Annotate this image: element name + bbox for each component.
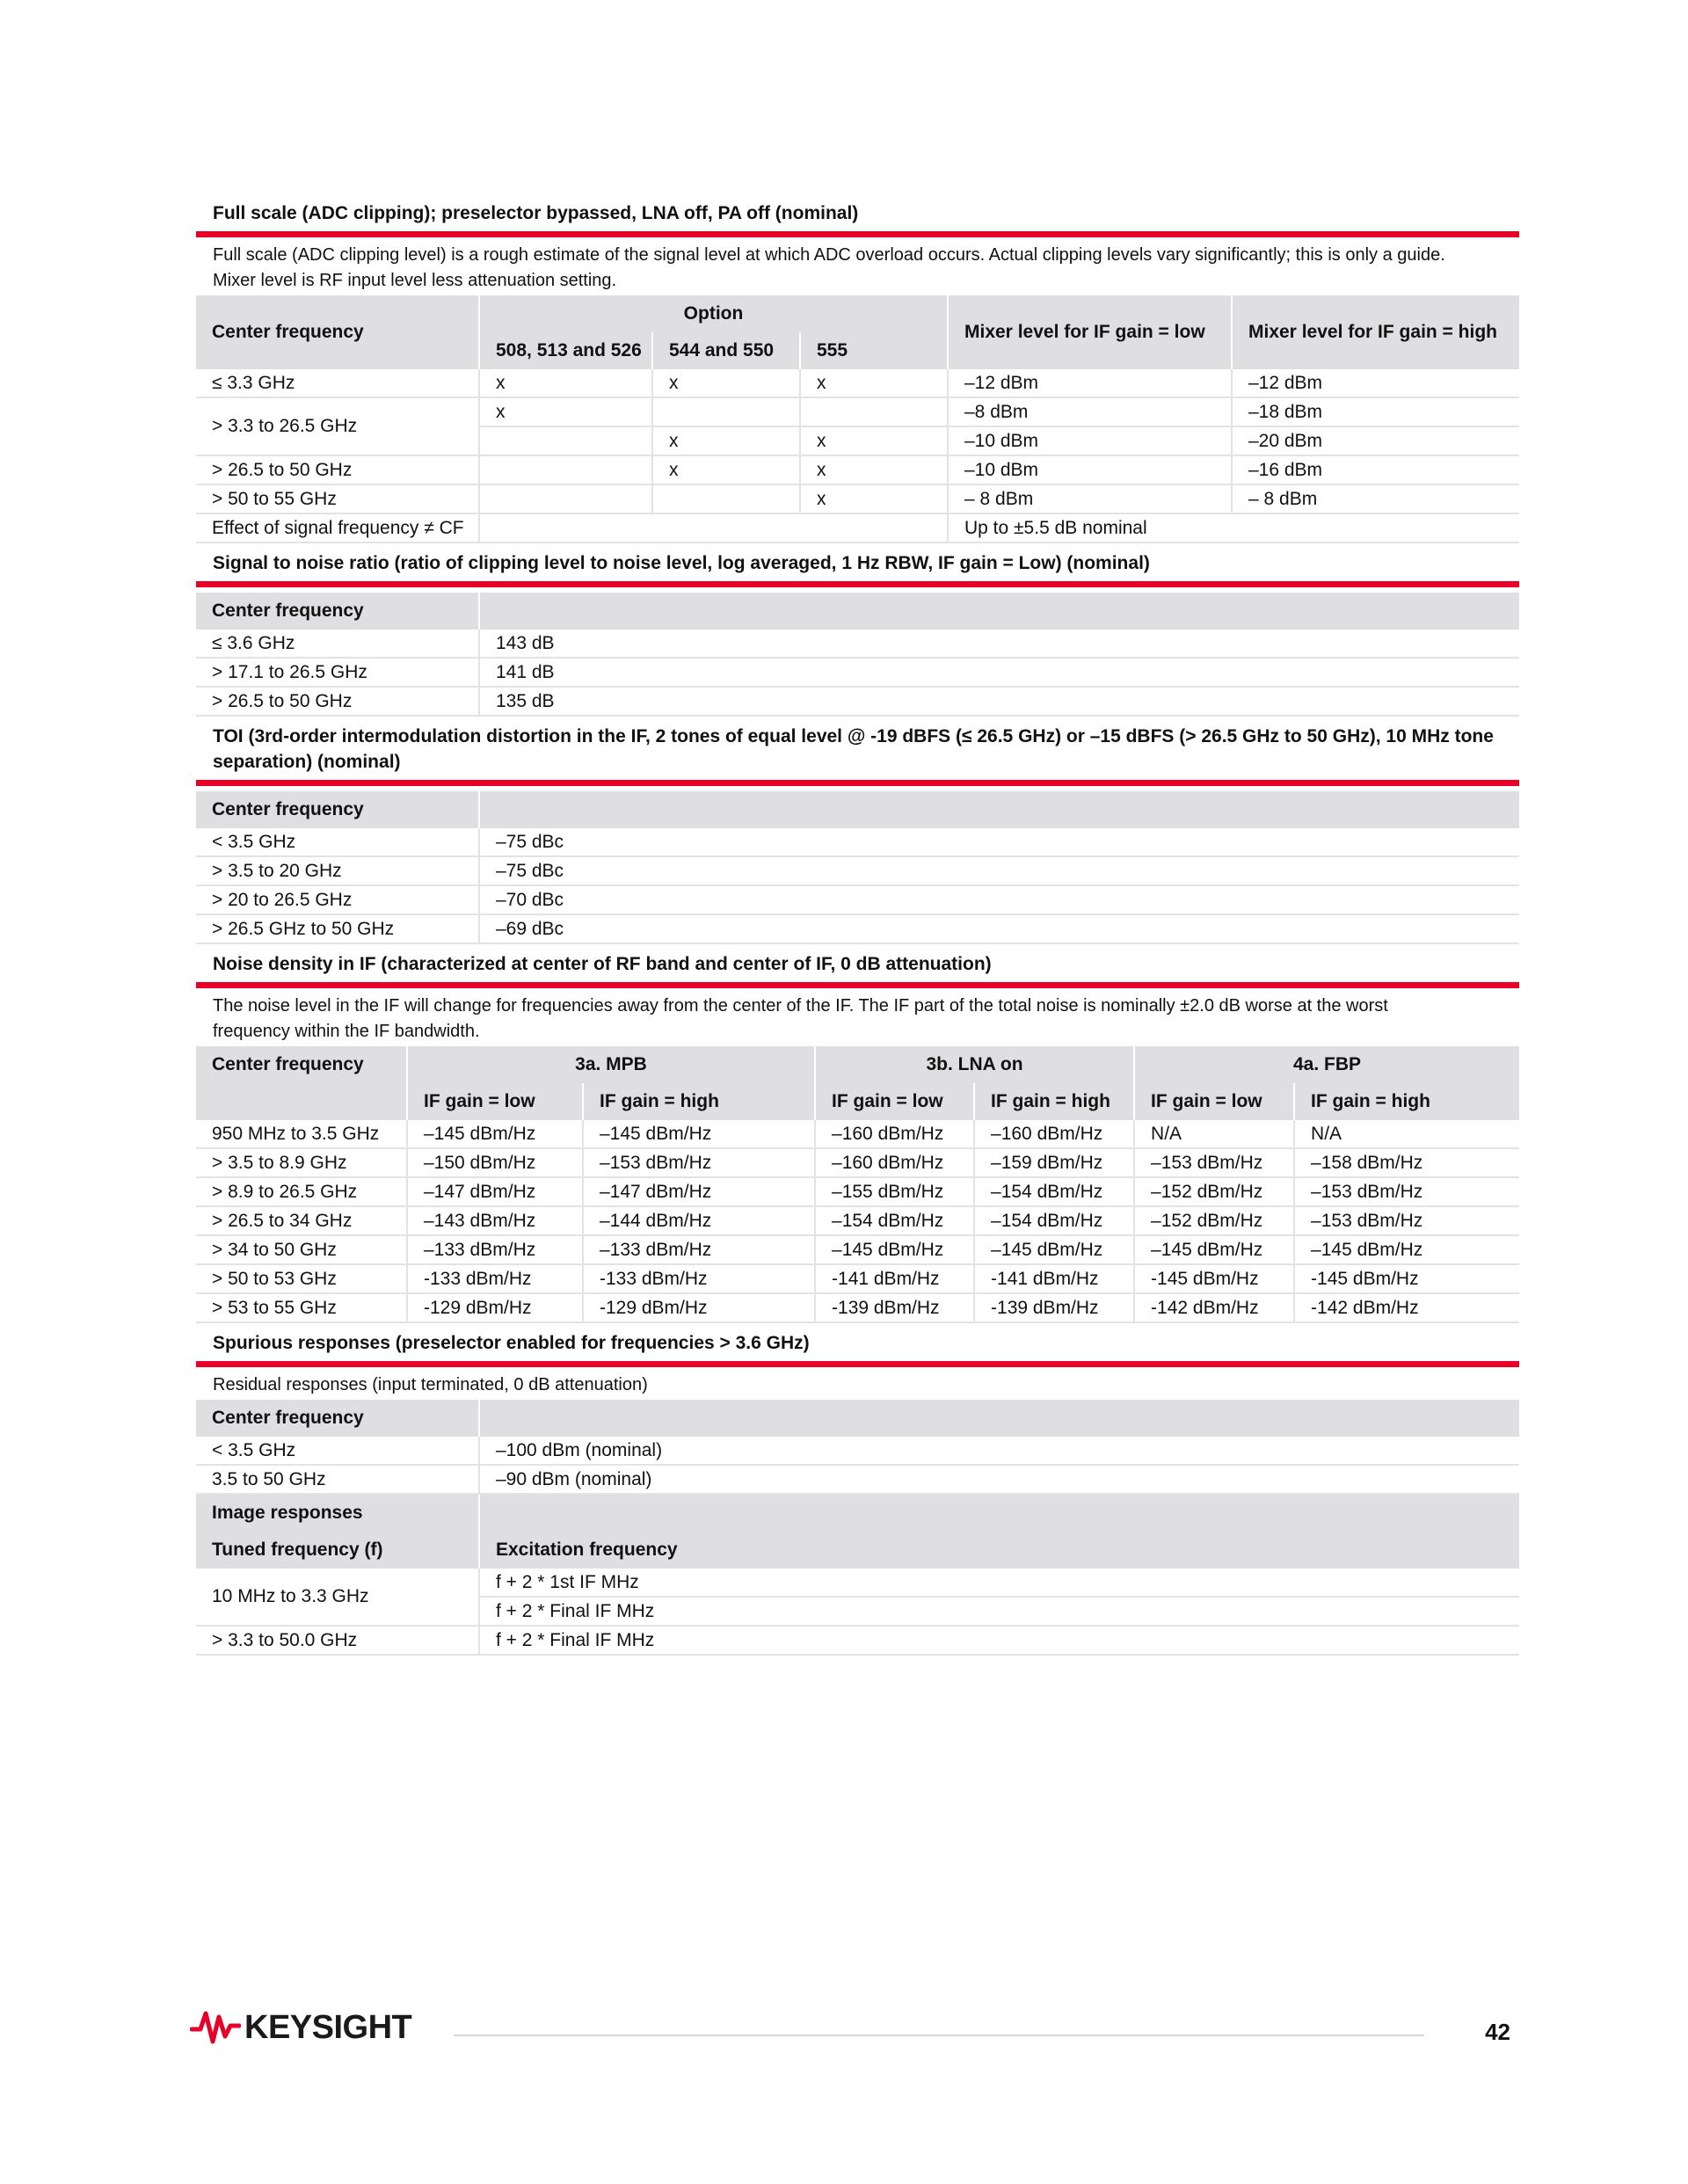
table-cell: -133 dBm/Hz <box>583 1264 815 1293</box>
table-cell: -145 dBm/Hz <box>1294 1264 1519 1293</box>
table-cell: -141 dBm/Hz <box>974 1264 1134 1293</box>
table-cell: –69 dBc <box>479 914 1519 943</box>
table-cell: –144 dBm/Hz <box>583 1206 815 1235</box>
table-cell: x <box>800 426 948 455</box>
column-header-blank <box>479 1400 1519 1437</box>
column-header: Mixer level for IF gain = low <box>948 295 1232 369</box>
section-divider <box>196 780 1519 786</box>
column-header: IF gain = high <box>974 1083 1134 1120</box>
page-footer <box>190 2005 1517 2050</box>
table-cell <box>479 426 652 455</box>
table-cell: –159 dBm/Hz <box>974 1148 1134 1177</box>
table-row <box>196 914 1519 943</box>
table-cell: > 20 to 26.5 GHz <box>196 885 479 914</box>
table-cell: > 3.3 to 26.5 GHz <box>196 397 479 455</box>
column-header: 544 and 550 <box>652 332 800 369</box>
table-cell: x <box>652 369 800 397</box>
section-title-noise-density: Noise density in IF (characterized at center of RF band and center of IF, 0 dB attenuation) <box>213 954 992 974</box>
table-row <box>196 828 1519 856</box>
table-cell <box>652 484 800 513</box>
table-cell: > 26.5 to 50 GHz <box>196 687 479 716</box>
table-cell: –90 dBm (nominal) <box>479 1465 1519 1494</box>
table-cell: –10 dBm <box>948 455 1232 484</box>
table-row <box>196 1177 1519 1206</box>
table-cell: –152 dBm/Hz <box>1134 1177 1294 1206</box>
table-cell: –16 dBm <box>1232 455 1519 484</box>
keysight-wave-icon <box>190 2008 241 2047</box>
table-cell: x <box>800 369 948 397</box>
table-cell <box>479 513 948 542</box>
column-header: Mixer level for IF gain = high <box>1232 295 1519 369</box>
table-cell <box>479 455 652 484</box>
table-cell <box>479 484 652 513</box>
table-cell: –154 dBm/Hz <box>974 1177 1134 1206</box>
column-header: IF gain = high <box>1294 1083 1519 1120</box>
table-cell: > 26.5 GHz to 50 GHz <box>196 914 479 943</box>
table-cell: x <box>800 455 948 484</box>
column-header: IF gain = low <box>815 1083 974 1120</box>
section-title-full-scale: Full scale (ADC clipping); preselector bypassed, LNA off, PA off (nominal) <box>213 203 859 223</box>
subsection-title: Image responses <box>196 1494 479 1532</box>
section-note: Full scale (ADC clipping level) is a rough estimate of the signal level at which ADC overload occurs. Actual clipping levels vary significantly; this is only a guide. Mixer level is RF input level less attenuation setting. <box>213 245 1445 290</box>
table-cell: N/A <box>1294 1120 1519 1148</box>
table-cell: x <box>800 484 948 513</box>
section-divider <box>196 1361 1519 1367</box>
column-header: IF gain = high <box>583 1083 815 1120</box>
table-cell: -145 dBm/Hz <box>1134 1264 1294 1293</box>
full-scale-table <box>196 295 1519 543</box>
table-cell: x <box>652 426 800 455</box>
table-row <box>196 1264 1519 1293</box>
table-row <box>196 856 1519 885</box>
table-cell: x <box>479 397 652 426</box>
brand-name: KEYSIGHT <box>244 2008 412 2046</box>
column-header: IF gain = low <box>1134 1083 1294 1120</box>
table-cell: -142 dBm/Hz <box>1294 1293 1519 1322</box>
table-cell: –20 dBm <box>1232 426 1519 455</box>
column-header: Center frequency <box>196 593 479 630</box>
table-cell <box>800 397 948 426</box>
table-row <box>196 1437 1519 1465</box>
table-row <box>196 1235 1519 1264</box>
table-cell: -142 dBm/Hz <box>1134 1293 1294 1322</box>
column-header: Center frequency <box>196 295 479 369</box>
table-cell: x <box>479 369 652 397</box>
table-row <box>196 1148 1519 1177</box>
column-header: 508, 513 and 526 <box>479 332 652 369</box>
table-row <box>196 1120 1519 1148</box>
section-title-snr: Signal to noise ratio (ratio of clipping level to noise level, log averaged, 1 Hz RBW, IF gain = Low) (nominal) <box>213 553 1150 573</box>
table-cell: > 53 to 55 GHz <box>196 1293 407 1322</box>
page-number: 42 <box>1485 2019 1510 2045</box>
table-cell: > 17.1 to 26.5 GHz <box>196 658 479 687</box>
table-cell: –145 dBm/Hz <box>1294 1235 1519 1264</box>
table-cell: -139 dBm/Hz <box>974 1293 1134 1322</box>
column-header: 555 <box>800 332 948 369</box>
table-cell: 135 dB <box>479 687 1519 716</box>
column-header: Center frequency <box>196 791 479 828</box>
table-cell: –147 dBm/Hz <box>583 1177 815 1206</box>
table-cell: N/A <box>1134 1120 1294 1148</box>
table-cell: f + 2 * Final IF MHz <box>479 1626 1519 1655</box>
residual-responses-table <box>196 1400 1519 1656</box>
table-cell: 3.5 to 50 GHz <box>196 1465 479 1494</box>
table-cell: –8 dBm <box>948 397 1232 426</box>
table-cell: –10 dBm <box>948 426 1232 455</box>
column-header: Excitation frequency <box>479 1532 1519 1569</box>
table-cell: > 50 to 53 GHz <box>196 1264 407 1293</box>
table-cell: -133 dBm/Hz <box>407 1264 583 1293</box>
table-row <box>196 397 1519 426</box>
spec-page <box>196 197 1519 1656</box>
column-header: Option <box>479 295 948 332</box>
footer-divider <box>454 2035 1424 2036</box>
table-cell: > 26.5 to 34 GHz <box>196 1206 407 1235</box>
table-cell: –70 dBc <box>479 885 1519 914</box>
table-cell: –155 dBm/Hz <box>815 1177 974 1206</box>
table-cell: –145 dBm/Hz <box>815 1235 974 1264</box>
section-divider <box>196 231 1519 237</box>
table-cell: > 50 to 55 GHz <box>196 484 479 513</box>
table-cell: –153 dBm/Hz <box>583 1148 815 1177</box>
table-row <box>196 630 1519 658</box>
table-cell: –145 dBm/Hz <box>1134 1235 1294 1264</box>
table-row <box>196 455 1519 484</box>
table-cell: 950 MHz to 3.5 GHz <box>196 1120 407 1148</box>
table-cell: -141 dBm/Hz <box>815 1264 974 1293</box>
table-cell: –154 dBm/Hz <box>974 1206 1134 1235</box>
table-cell: –133 dBm/Hz <box>407 1235 583 1264</box>
table-cell: > 3.5 to 8.9 GHz <box>196 1148 407 1177</box>
table-row <box>196 1206 1519 1235</box>
table-cell: ≤ 3.3 GHz <box>196 369 479 397</box>
column-header-blank <box>479 791 1519 828</box>
table-cell <box>652 397 800 426</box>
table-cell: –152 dBm/Hz <box>1134 1206 1294 1235</box>
column-header: 3b. LNA on <box>815 1046 1134 1083</box>
table-cell: –145 dBm/Hz <box>407 1120 583 1148</box>
table-cell: –12 dBm <box>1232 369 1519 397</box>
column-header: Tuned frequency (f) <box>196 1532 479 1569</box>
table-cell: Up to ±5.5 dB nominal <box>948 513 1519 542</box>
table-cell: –160 dBm/Hz <box>974 1120 1134 1148</box>
table-cell: > 8.9 to 26.5 GHz <box>196 1177 407 1206</box>
table-row <box>196 885 1519 914</box>
table-cell: –150 dBm/Hz <box>407 1148 583 1177</box>
snr-table <box>196 593 1519 717</box>
keysight-logo <box>190 2005 411 2050</box>
table-row <box>196 687 1519 716</box>
table-cell: –12 dBm <box>948 369 1232 397</box>
column-header: Center frequency <box>196 1046 407 1083</box>
table-cell: –145 dBm/Hz <box>974 1235 1134 1264</box>
table-cell: -139 dBm/Hz <box>815 1293 974 1322</box>
section-note: The noise level in the IF will change for frequencies away from the center of the IF. The IF part of the total noise is nominally ±2.0 dB worse at the worst frequency within the IF bandwidth. <box>213 996 1388 1041</box>
table-cell: < 3.5 GHz <box>196 1437 479 1465</box>
table-cell: x <box>652 455 800 484</box>
column-header-blank <box>479 593 1519 630</box>
table-row <box>196 1465 1519 1494</box>
table-cell: > 26.5 to 50 GHz <box>196 455 479 484</box>
table-cell: –75 dBc <box>479 828 1519 856</box>
table-cell: – 8 dBm <box>1232 484 1519 513</box>
section-divider <box>196 581 1519 587</box>
table-cell: > 34 to 50 GHz <box>196 1235 407 1264</box>
column-header-blank <box>479 1494 1519 1532</box>
table-cell: –143 dBm/Hz <box>407 1206 583 1235</box>
table-cell: f + 2 * 1st IF MHz <box>479 1569 1519 1597</box>
table-row <box>196 369 1519 397</box>
table-cell: > 3.3 to 50.0 GHz <box>196 1626 479 1655</box>
table-cell: –133 dBm/Hz <box>583 1235 815 1264</box>
table-row <box>196 513 1519 542</box>
table-row <box>196 658 1519 687</box>
table-cell: ≤ 3.6 GHz <box>196 630 479 658</box>
table-row <box>196 1569 1519 1597</box>
table-cell: 141 dB <box>479 658 1519 687</box>
table-cell: –158 dBm/Hz <box>1294 1148 1519 1177</box>
table-cell: –75 dBc <box>479 856 1519 885</box>
column-header-blank <box>196 1083 407 1120</box>
table-cell: -129 dBm/Hz <box>583 1293 815 1322</box>
table-cell: 10 MHz to 3.3 GHz <box>196 1569 479 1626</box>
table-cell: -129 dBm/Hz <box>407 1293 583 1322</box>
toi-table <box>196 791 1519 944</box>
section-title-spurious: Spurious responses (preselector enabled for frequencies > 3.6 GHz) <box>213 1333 810 1353</box>
table-cell: –153 dBm/Hz <box>1294 1206 1519 1235</box>
table-cell: – 8 dBm <box>948 484 1232 513</box>
table-row <box>196 484 1519 513</box>
column-header: Center frequency <box>196 1400 479 1437</box>
table-cell: Effect of signal frequency ≠ CF <box>196 513 479 542</box>
table-cell: 143 dB <box>479 630 1519 658</box>
table-cell: –154 dBm/Hz <box>815 1206 974 1235</box>
table-cell: –145 dBm/Hz <box>583 1120 815 1148</box>
table-row <box>196 1626 1519 1655</box>
column-header: 4a. FBP <box>1134 1046 1519 1083</box>
section-title-toi: TOI (3rd-order intermodulation distortion in the IF, 2 tones of equal level @ -19 dBFS (≤ 26.5 GHz) or –15 dBFS (> 26.5 GHz to 50 GHz), 10 MHz tone separation) (nominal) <box>213 726 1494 772</box>
column-header: 3a. MPB <box>407 1046 815 1083</box>
column-header: IF gain = low <box>407 1083 583 1120</box>
section-divider <box>196 982 1519 988</box>
table-row <box>196 1293 1519 1322</box>
table-cell: –160 dBm/Hz <box>815 1148 974 1177</box>
table-cell: < 3.5 GHz <box>196 828 479 856</box>
table-cell: > 3.5 to 20 GHz <box>196 856 479 885</box>
table-cell: f + 2 * Final IF MHz <box>479 1597 1519 1626</box>
table-cell: –100 dBm (nominal) <box>479 1437 1519 1465</box>
table-cell: –147 dBm/Hz <box>407 1177 583 1206</box>
table-cell: –153 dBm/Hz <box>1134 1148 1294 1177</box>
section-note: Residual responses (input terminated, 0 dB attenuation) <box>213 1375 648 1394</box>
table-cell: –18 dBm <box>1232 397 1519 426</box>
table-cell: –153 dBm/Hz <box>1294 1177 1519 1206</box>
table-cell: –160 dBm/Hz <box>815 1120 974 1148</box>
noise-density-table <box>196 1046 1519 1323</box>
